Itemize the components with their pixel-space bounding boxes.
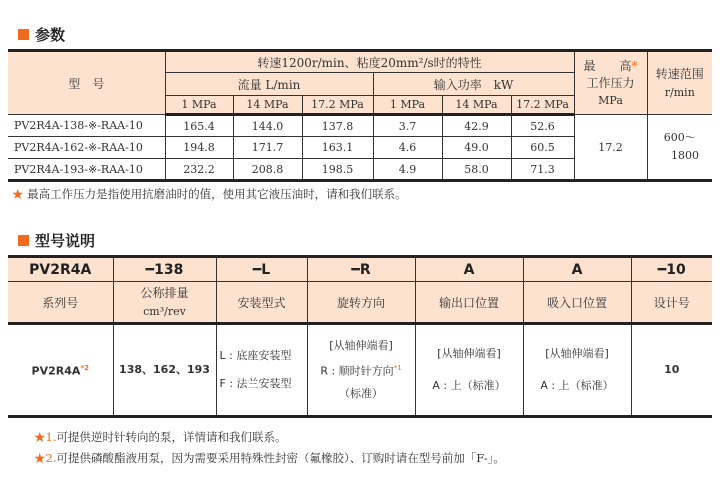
label-displacement: 公称排量 cm³/rev <box>113 282 216 324</box>
spec-note: ★ 最高工作压力是指使用抗磨油时的值，使用其它液压油时，请和我们联系。 <box>12 187 407 201</box>
max-pressure-cell: 17.2 <box>574 115 647 181</box>
pressure-col: 17.2 MPa <box>511 96 574 115</box>
power-cell: 71.3 <box>511 159 574 181</box>
power-cell: 60.5 <box>511 137 574 159</box>
mount-options: L : 底座安装型 F : 法兰安装型 <box>216 324 307 417</box>
speed-range-cell: 600～ 1800 <box>647 115 712 181</box>
power-cell: 3.7 <box>373 115 442 137</box>
design-value: 10 <box>631 324 712 417</box>
code-mount: ━L <box>216 257 307 282</box>
star-icon: ★ <box>12 187 24 201</box>
code-inlet: A <box>523 257 631 282</box>
section-title-text: 型号说明 <box>35 232 96 250</box>
power-cell: 4.9 <box>373 159 442 181</box>
code-displacement: ━138 <box>113 257 216 282</box>
flow-cell: 165.4 <box>165 115 233 137</box>
flow-cell: 163.1 <box>302 137 373 159</box>
code-series: PV2R4A <box>8 257 113 282</box>
inlet-options: [从轴伸端看] A : 上（标准） <box>523 324 631 417</box>
displacement-values: 138、162、193 <box>113 324 216 417</box>
pressure-col: 14 MPa <box>442 96 511 115</box>
label-series: 系列号 <box>8 282 113 324</box>
speed-range-header: 转速范围 r/min <box>647 51 712 115</box>
label-outlet: 输出口位置 <box>415 282 523 324</box>
flow-cell: 171.7 <box>233 137 302 159</box>
max-pressure-header: 最 高* 工作压力 MPa <box>574 51 647 115</box>
characteristics-header: 转速1200r/min、粘度20mm²/s时的特性 <box>165 51 574 73</box>
power-cell: 4.6 <box>373 137 442 159</box>
power-cell: 58.0 <box>442 159 511 181</box>
square-bullet-icon <box>18 235 29 246</box>
flow-cell: 208.8 <box>233 159 302 181</box>
flow-cell: 144.0 <box>233 115 302 137</box>
pressure-col: 14 MPa <box>233 96 302 115</box>
footnote-1: ★1.可提供逆时针转向的泵，详情请和我们联系。 <box>34 430 287 444</box>
flow-header: 流量 L/min <box>165 73 373 96</box>
pressure-col: 17.2 MPa <box>302 96 373 115</box>
label-design: 设计号 <box>631 282 712 324</box>
flow-cell: 194.8 <box>165 137 233 159</box>
square-bullet-icon <box>18 29 29 40</box>
spec-table <box>8 49 712 182</box>
power-cell: 52.6 <box>511 115 574 137</box>
code-design: ━10 <box>631 257 712 282</box>
model-cell: PV2R4A-162-※-RAA-10 <box>8 137 165 159</box>
label-mount: 安装型式 <box>216 282 307 324</box>
label-inlet: 吸入口位置 <box>523 282 631 324</box>
star-icon: * <box>631 58 638 73</box>
label-rotation: 旋转方向 <box>307 282 415 324</box>
table-row <box>8 115 712 137</box>
flow-cell: 198.5 <box>302 159 373 181</box>
footnote-2: ★2.可提供磷酸酯液用泵，因为需要采用特殊性封密（氟橡胶）、订购时请在型号前加「F-」。 <box>34 451 505 465</box>
code-outlet: A <box>415 257 523 282</box>
flow-cell: 137.8 <box>302 115 373 137</box>
model-header: 型 号 <box>8 51 165 115</box>
flow-cell: 232.2 <box>165 159 233 181</box>
code-rotation: ━R <box>307 257 415 282</box>
section-title-model <box>18 230 95 251</box>
pressure-col: 1 MPa <box>373 96 442 115</box>
power-cell: 49.0 <box>442 137 511 159</box>
series-value: $PV2R4A^{*2}$ <box>8 324 113 417</box>
model-code-table <box>8 255 712 418</box>
outlet-options: [从轴伸端看] A : 上（标准） <box>415 324 523 417</box>
power-cell: 42.9 <box>442 115 511 137</box>
model-cell: PV2R4A-138-※-RAA-10 <box>8 115 165 137</box>
section-title-params <box>18 24 65 45</box>
rotation-options: [从轴伸端看] R : 顺时针方向$^{*1}$ （标准） <box>307 324 415 417</box>
power-header: 输入功率 kW <box>373 73 574 96</box>
section-title-text: 参数 <box>35 26 66 44</box>
pressure-col: 1 MPa <box>165 96 233 115</box>
model-cell: PV2R4A-193-※-RAA-10 <box>8 159 165 181</box>
